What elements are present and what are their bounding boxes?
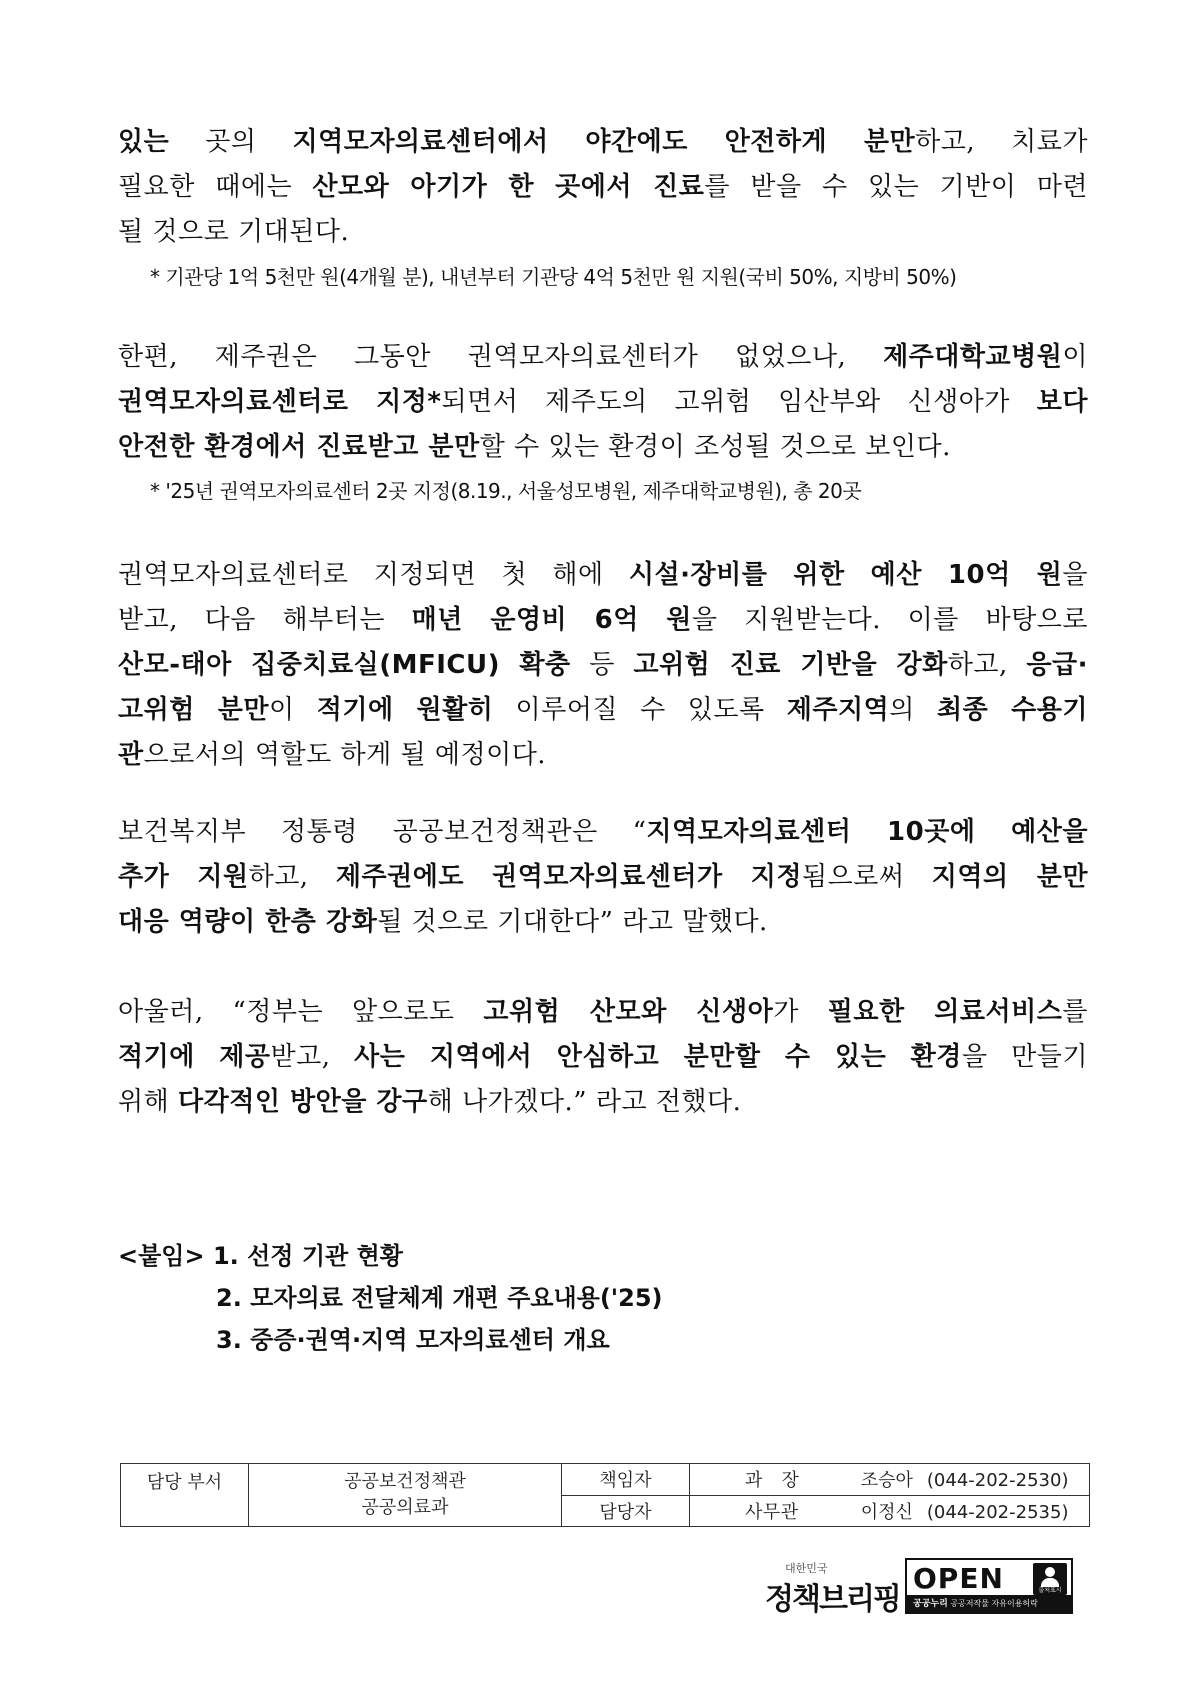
text-run: 한편, 제주권은 그동안 권역모자의료센터가 없었으나,	[118, 342, 884, 372]
paragraph-line	[118, 1035, 1088, 1080]
dept-label: 담당 부서	[121, 1464, 249, 1527]
contact-row	[121, 1464, 1090, 1496]
kogl-open-logo	[905, 1558, 1073, 1614]
text-run: 으로서의 역할도 하게 될 예정이다.	[143, 740, 547, 770]
bold-text-run: 응급·	[1026, 650, 1089, 680]
text-run: 될 것으로 기대한다” 라고 말했다.	[377, 907, 768, 937]
bold-text-run: 보다	[1036, 387, 1088, 417]
paragraph-line	[118, 380, 1088, 425]
paragraph-line	[118, 210, 1088, 255]
bold-text-run: 있는	[118, 127, 170, 157]
bold-text-run: 적기에 제공	[118, 1042, 271, 1072]
person-cell	[690, 1464, 1090, 1496]
person-title: 사무관	[745, 1501, 799, 1523]
footnote-designation: * '25년 권역모자의료센터 2곳 지정(8.19., 서울성모병원, 제주대학교병원), 총 20곳	[150, 479, 862, 503]
text-run: 를 받을 수 있는 기반이 마련	[704, 172, 1088, 202]
bold-text-run: 고위험 산모와 신생아	[483, 997, 774, 1027]
text-run: 될 것으로 기대된다.	[118, 217, 350, 247]
dept-name-line: 공공의료과	[361, 1497, 449, 1518]
paragraph-line	[118, 643, 1088, 688]
logo-country-text: 대한민국	[785, 1562, 828, 1575]
bold-text-run: 권역모자의료센터로 지정*	[118, 387, 442, 417]
text-run: 이루어질 수 있도록	[493, 695, 787, 725]
bold-text-run: 지역모자의료센터에서 야간에도 안전하게 분만	[292, 127, 916, 157]
paragraph-line	[118, 335, 1088, 380]
text-run: 됨으로써	[802, 862, 932, 892]
open-strip-brand: 공공누리	[913, 1599, 948, 1609]
open-wordmark: OPEN	[913, 1562, 1004, 1595]
bold-text-run: 추가 지원	[118, 862, 249, 892]
attachment-row	[118, 1277, 663, 1319]
text-run: 받고, 다음 해부터는	[118, 605, 412, 635]
bold-text-run: 고위험 진료 기반을 강화	[633, 650, 948, 680]
bold-text-run: 필요한 의료서비스	[827, 997, 1063, 1027]
bold-text-run: 산모와 아기가 한 곳에서 진료	[312, 172, 705, 202]
bold-text-run: 대응 역량이 한층 강화	[118, 907, 378, 937]
text-run: 위해	[118, 1087, 178, 1117]
paragraph-line	[118, 120, 1088, 165]
attachment-item: 3. 중증·권역·지역 모자의료센터 개요	[216, 1326, 610, 1354]
text-run: 을	[1062, 560, 1088, 590]
text-run: 을 만들기	[961, 1042, 1088, 1072]
attachments-label: <붙임>	[118, 1242, 205, 1270]
attachment-item: 2. 모자의료 전달체계 개편 주요내용('25)	[216, 1284, 663, 1312]
text-run: 아울러, “정부는 앞으로도	[118, 997, 484, 1027]
paragraph-3	[118, 553, 1088, 778]
paragraph-line	[118, 1080, 1088, 1125]
text-run: 해 나가겠다.” 라고 전했다.	[427, 1087, 742, 1117]
paragraph-line	[118, 900, 1088, 945]
text-run: 필요한 때에는	[118, 172, 313, 202]
logo-brand-text: 정책브리핑	[765, 1582, 900, 1617]
person-title: 과 장	[745, 1470, 800, 1492]
bold-text-run: 시설·장비를 위한 예산 10억 원	[628, 560, 1063, 590]
bold-text-run: 제주지역	[786, 695, 890, 725]
text-run: 권역모자의료센터로 지정되면 첫 해에	[118, 560, 629, 590]
text-run: 되면서 제주도의 고위험 임산부와 신생아가	[441, 387, 1037, 417]
text-run: 을 지원받는다. 이를 바탕으로	[691, 605, 1089, 635]
paragraph-line	[118, 688, 1088, 733]
text-run: 하고,	[947, 650, 1027, 680]
bold-text-run: 지역모자의료센터 10곳에 예산을	[646, 817, 1088, 847]
paragraph-line	[118, 598, 1088, 643]
attachment-row	[118, 1235, 663, 1277]
paragraph-1	[118, 120, 1088, 255]
text-run: 를	[1062, 997, 1088, 1027]
bold-text-run: 적기에 원활히	[316, 695, 494, 725]
paragraph-5	[118, 990, 1088, 1125]
footnote-funding: * 기관당 1억 5천만 원(4개월 분), 내년부터 기관당 4억 5천만 원 지원(국비 50%, 지방비 50%)	[150, 265, 957, 289]
paragraph-line	[118, 810, 1088, 855]
text-run: 곳의	[169, 127, 293, 157]
paragraph-line	[118, 733, 1088, 778]
role-cell: 책임자	[562, 1464, 690, 1496]
bold-text-run: 안전한 환경에서 진료받고 분만	[118, 432, 480, 462]
paragraph-line	[118, 990, 1088, 1035]
paragraph-line	[118, 425, 1088, 470]
text-run: 등	[570, 650, 634, 680]
dept-name	[249, 1464, 562, 1527]
paragraph-2	[118, 335, 1088, 470]
person-phone: (044-202-2530)	[926, 1470, 1069, 1492]
text-run: 이	[1062, 342, 1088, 372]
paragraph-4	[118, 810, 1088, 945]
bold-text-run: 지역의 분만	[931, 862, 1088, 892]
bold-text-run: 제주권에도 권역모자의료센터가 지정	[335, 862, 802, 892]
bold-text-run: 사는 지역에서 안심하고 분만할 수 있는 환경	[354, 1042, 962, 1072]
paragraph-line	[118, 165, 1088, 210]
bold-text-run: 관	[118, 740, 144, 770]
bold-text-run: 산모-태아 집중치료실(MFICU) 확충	[118, 650, 571, 680]
attribution-icon	[1033, 1563, 1067, 1595]
bold-text-run: 다각적인 방안을 강구	[178, 1087, 428, 1117]
attribution-tag: 출처표시	[1038, 1587, 1062, 1594]
text-run: 의	[889, 695, 937, 725]
person-phone: (044-202-2535)	[926, 1501, 1069, 1523]
paragraph-line	[118, 855, 1088, 900]
bold-text-run: 최종 수용기	[937, 695, 1088, 725]
text-run: 하고,	[248, 862, 336, 892]
text-run: 이	[269, 695, 317, 725]
attachment-row	[118, 1319, 663, 1361]
bold-text-run: 제주대학교병원	[883, 342, 1063, 372]
person-name: 조승아	[860, 1470, 913, 1492]
text-run: 가	[773, 997, 828, 1027]
policy-briefing-logo	[765, 1560, 900, 1616]
paragraph-line	[118, 553, 1088, 598]
contact-table	[120, 1463, 1090, 1527]
text-run: 받고,	[270, 1042, 355, 1072]
text-run: 보건복지부 정통령 공공보건정책관은 “	[118, 817, 647, 847]
text-run: 할 수 있는 환경이 조성될 것으로 보인다.	[479, 432, 951, 462]
role-cell: 담당자	[562, 1495, 690, 1527]
attachment-item: 1. 선정 기관 현황	[212, 1242, 403, 1270]
open-strip-text: 공공저작물 자유이용허락	[950, 1599, 1038, 1608]
text-run: 하고, 치료가	[915, 127, 1088, 157]
bold-text-run: 고위험 분만	[118, 695, 269, 725]
person-name: 이정신	[860, 1501, 913, 1523]
bold-text-run: 매년 운영비 6억 원	[411, 605, 692, 635]
dept-name-line: 공공보건정책관	[344, 1471, 466, 1492]
open-license-strip	[907, 1595, 1071, 1612]
person-cell	[690, 1495, 1090, 1527]
attachments-list	[118, 1235, 663, 1361]
